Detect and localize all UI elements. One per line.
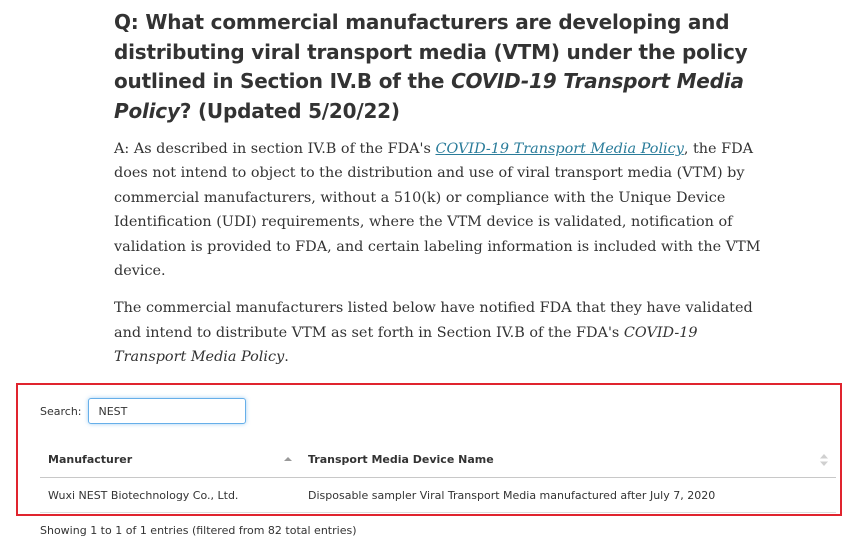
device-name-cell: Disposable sampler Viral Transport Media manufactured after July 7, 2020: [300, 478, 836, 513]
question-policy-title: COVID-19 Transport Media Policy: [114, 69, 744, 123]
sort-ascending-icon: [284, 454, 292, 466]
table-row: [40, 478, 836, 513]
table-header-row: [40, 442, 836, 478]
manufacturer-table: [40, 442, 836, 513]
intro-text: The commercial manufacturers listed below have notified FDA that they have validated and intend to distribute VTM as set forth in Section IV.B of the FDA's: [114, 300, 753, 341]
sort-both-icon: [820, 454, 828, 466]
faq-answer: [114, 137, 764, 283]
question-updated: ? (Updated 5/20/22): [179, 98, 400, 123]
search-input[interactable]: [88, 398, 246, 424]
intro-period: .: [284, 349, 289, 366]
table-info: Showing 1 to 1 of 1 entries (filtered from 82 total entries): [40, 524, 357, 537]
column-header-label: Transport Media Device Name: [308, 453, 494, 466]
question-text: Q: What commercial manufacturers are developing and distributing viral transport media (VTM) under the policy outlined in Section IV.B of the: [114, 10, 748, 93]
column-header-manufacturer[interactable]: [40, 442, 300, 478]
intro-policy-title: COVID-19 Transport Media Policy: [114, 324, 698, 366]
policy-link[interactable]: COVID-19 Transport Media Policy: [435, 141, 684, 157]
faq-content: [114, 8, 764, 370]
search-bar: [40, 397, 246, 425]
search-label: Search:: [40, 404, 82, 418]
column-header-label: Manufacturer: [48, 453, 133, 466]
manufacturer-list-intro: [114, 296, 764, 369]
answer-intro: A: As described in section IV.B of the FDA's: [114, 141, 436, 157]
column-header-device-name[interactable]: [300, 442, 836, 478]
faq-question: [114, 8, 764, 126]
answer-body: , the FDA does not intend to object to the distribution and use of viral transport media (VTM) by commercial manufacturers, without a 510(k) or compliance with the Unique Device Identification (UDI) requirements, where the VTM device is validated, notification of validation is provided to FDA, and certain labeling information is included with the VTM device.: [114, 141, 761, 280]
manufacturer-cell: Wuxi NEST Biotechnology Co., Ltd.: [40, 478, 300, 513]
